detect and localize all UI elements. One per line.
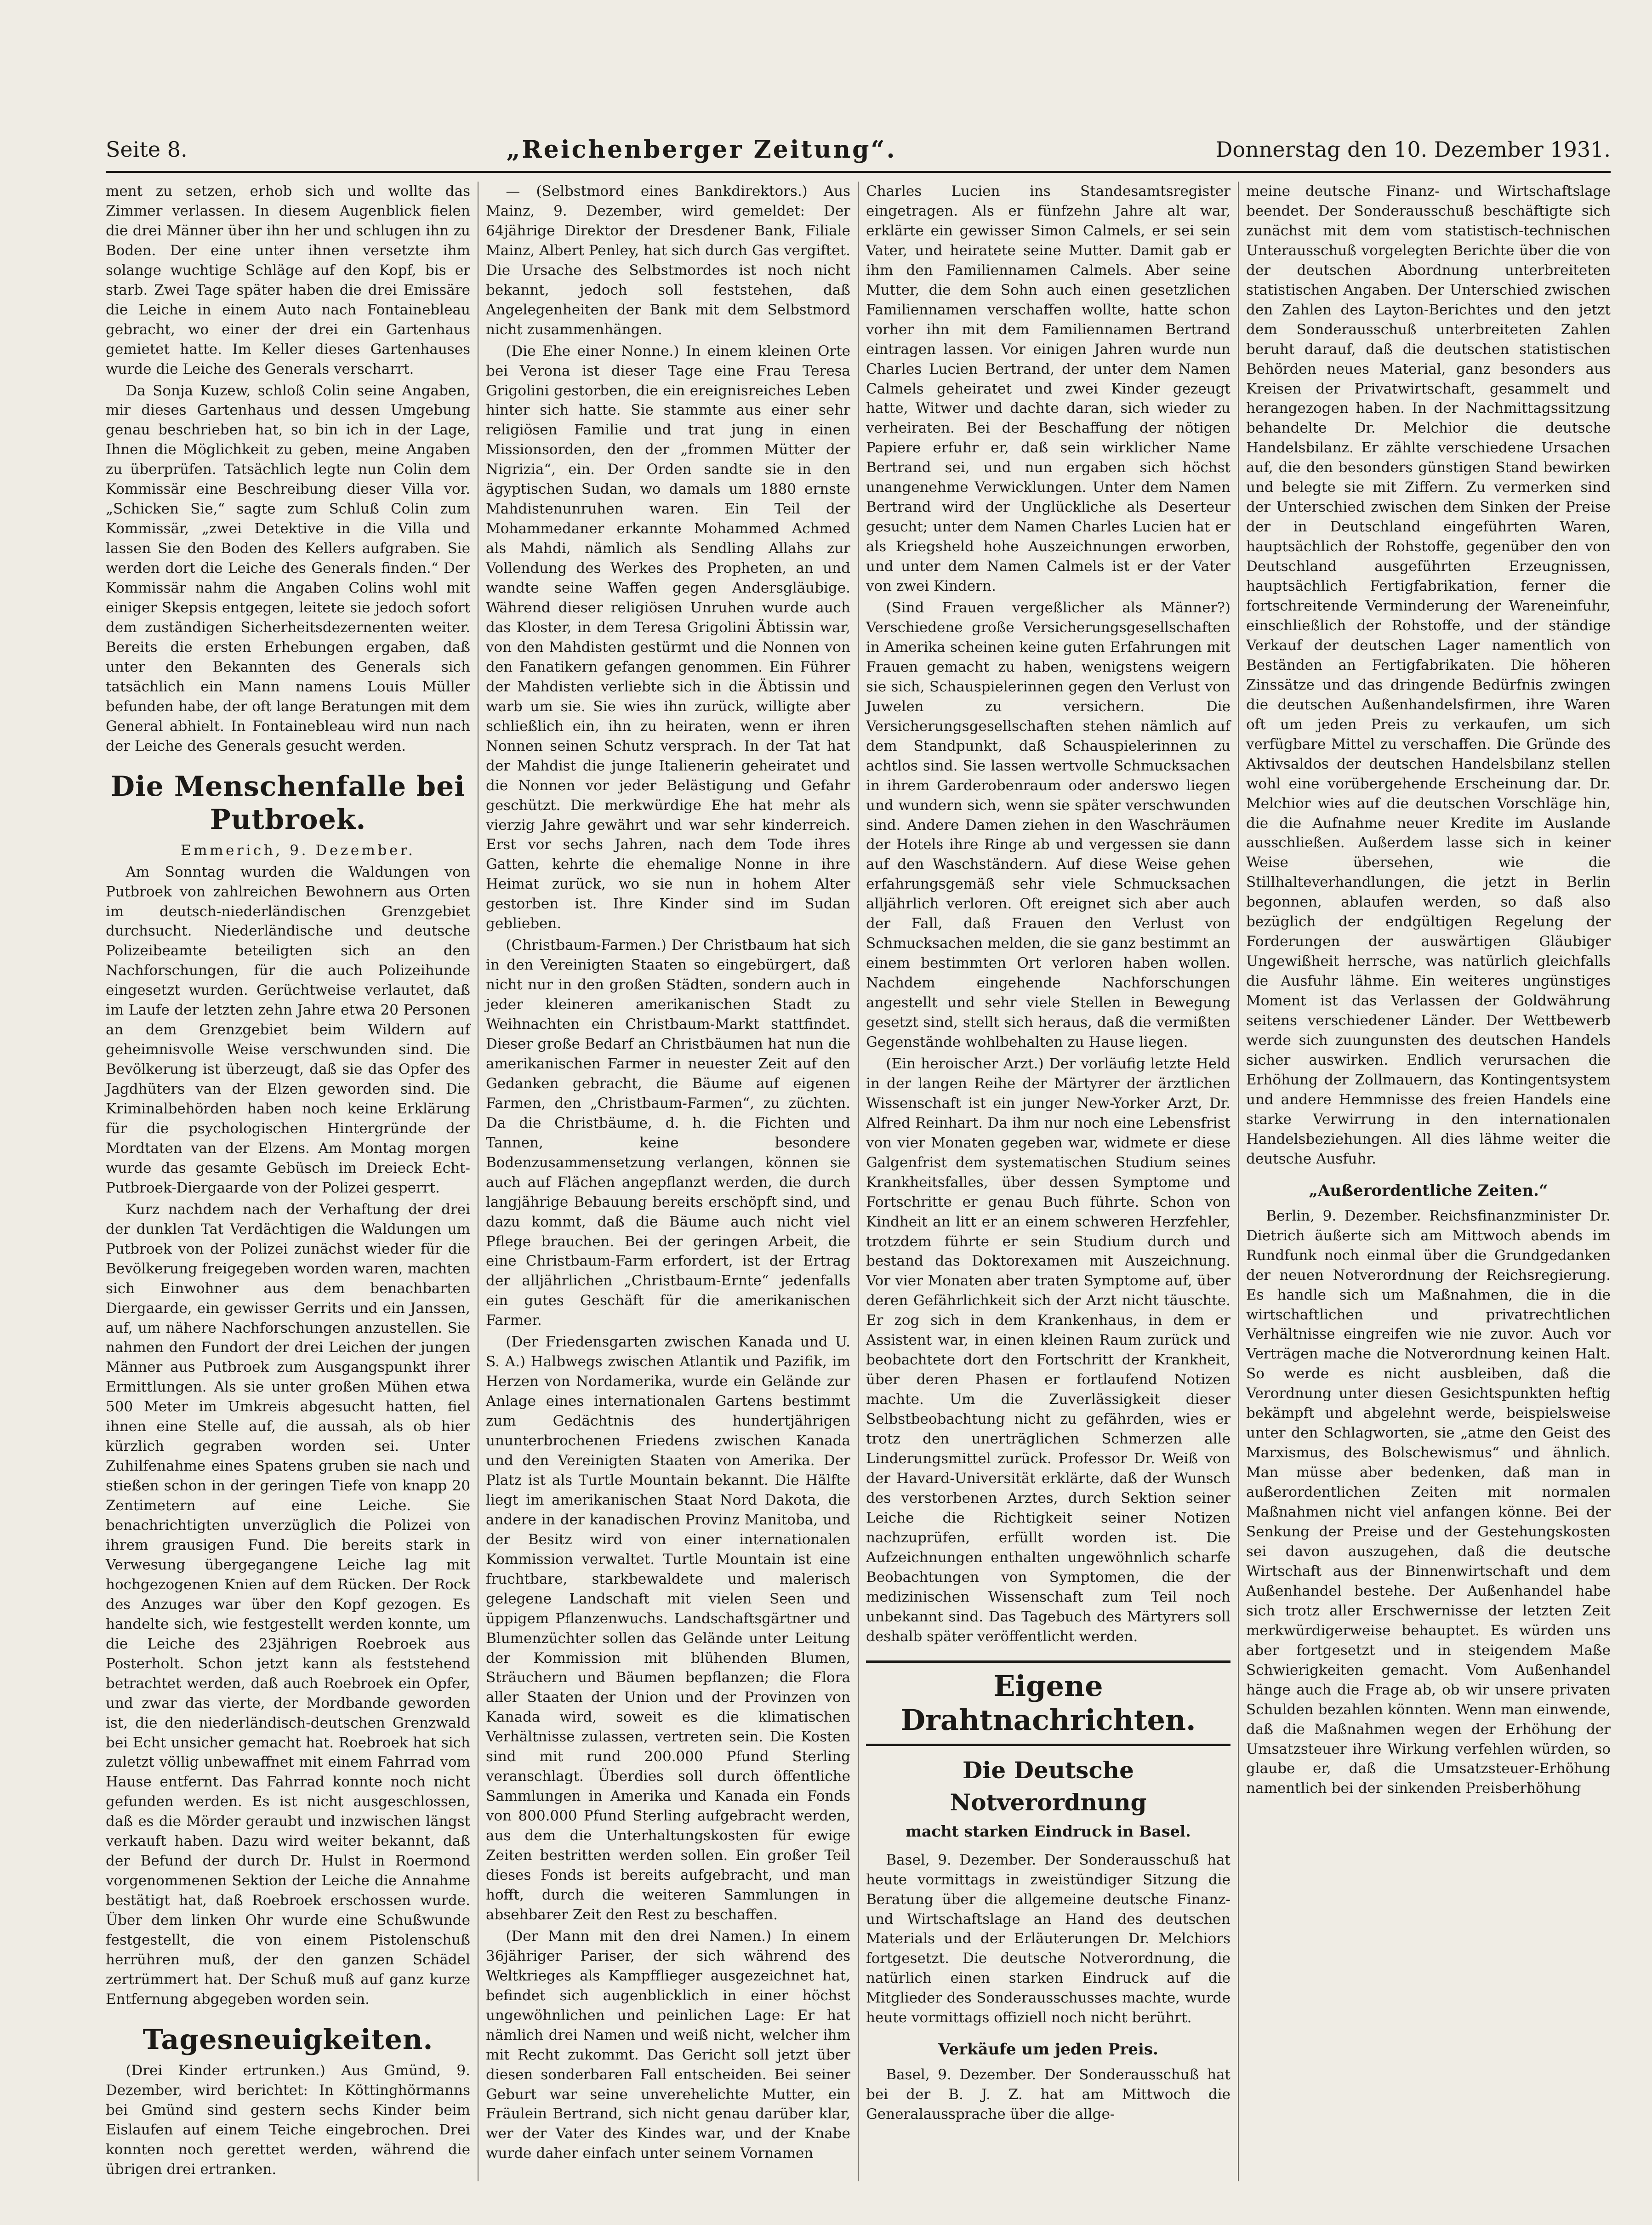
masthead: „Reichenberger Zeitung“. [506, 135, 897, 164]
header-rule [106, 171, 1611, 173]
column-3 [866, 182, 1230, 2181]
subheadline-basel: macht starken Eindruck in Basel. [906, 1822, 1191, 1840]
article-text: Charles Lucien ins Standesamtsregister eingetragen. Als er fünfzehn Jahre alt war, erklärte ein gewisser Simon Calmels, er sei sein Vater, und heiratete seine Mutter. Damit gab er ihm den Familiennamen Calmels. Aber seine Mutter, die dem Sohn auch einen gesetzlichen Familiennamen verschaffen wollte, hatte schon vorher ihn mit dem Familiennamen Bertrand eintragen lassen. Vor einigen Jahren wurde nun Charles Lucien Bertrand, der unter dem Namen Calmels geheiratet und zwei Kinder gezeugt hatte, Witwer und dachte daran, sich wieder zu verheiraten. Bei der Beschaffung der nötigen Papiere erfuhr er, daß sein wirklicher Name Bertrand sei, und nun ergaben sich höchst unangenehme Verwicklungen. Unter dem Namen Bertrand wird der Unglückliche als Deserteur gesucht; unter dem Namen Charles Lucien hat er als Kriegsheld hohe Auszeichnungen erworben, und unter dem Namen Calmels ist er der Vater von zwei Kindern. [866, 183, 1230, 595]
issue-date: Donnerstag den 10. Dezember 1931. [1215, 137, 1611, 162]
article-text: Berlin, 9. Dezember. Reichsfinanzminister Dr. Dietrich äußerte sich am Mittwoch abends im Rundfunk noch einmal über die Grundgedanken der neuen Notverordnung der Reichsregierung. Es handle sich um Maßnahmen, die in die wirtschaftlichen und privatrechtlichen Verhältnisse eingreifen wie nie zuvor. Auch vor Verträgen mache die Notverordnung keinen Halt. So werde es nicht ausbleiben, daß die Verordnung unter diesen Gesichtspunkten heftig bekämpft und abgelehnt werde, beispielsweise unter den Schlagworten, sie „atme den Geist des Marxismus, des Bolschewismus“ und ähnlich. Man müsse aber bedenken, daß man in außerordentlichen Zeiten mit normalen Maßnahmen nicht viel anfangen könne. Bei der Senkung der Preise und der Gestehungskosten sei davon auszugehen, daß die deutsche Wirtschaft aus der Binnenwirtschaft und dem Außenhandel bestehe. Der Außenhandel habe sich trotz aller Erschwernisse der letzten Zeit merkwürdigerweise behauptet. Es würden uns aber fortgesetzt und in steigendem Maße Schwierigkeiten gemacht. Vom Außenhandel hänge auch die Frage ab, ob wir unsere privaten Schulden bezahlen könnten. Wenn man einwende, daß die Maßnahmen wegen der Erhöhung der Umsatzsteuer ihre Wirkung verfehlen würden, so glaube er, daß die Umsatzsteuer-Erhöhung namentlich bei der sinkenden Preisberhöhung [1246, 1207, 1611, 1797]
article-text: (Drei Kinder ertrunken.) Aus Gmünd, 9. Dezember, wird berichtet: In Köttinghörmanns bei Gmünd sind gestern sechs Kinder beim Eislaufen auf einem Teiche eingebrochen. Drei konnten noch gerettet werden, während die übrigen drei ertranken. [106, 2062, 470, 2178]
article-text: (Der Friedensgarten zwischen Kanada und U. S. A.) Halbwegs zwischen Atlantik und Pazifik, im Herzen von Nordamerika, wurde ein Gelände zur Anlage eines internationalen Gartens bestimmt zum Gedächtnis des hundertjährigen ununterbrochenen Friedens zwischen Kanada und den Vereinigten Staaten von Amerika. Der Platz ist als Turtle Mountain bekannt. Die Hälfte liegt im amerikanischen Staat Nord Dakota, die andere in der kanadischen Provinz Manitoba, und der Besitz wird von einer internationalen Kommission verwaltet. Turtle Mountain ist eine fruchtbare, starkbewaldete und malerisch gelegene Landschaft mit vielen Seen und üppigem Pflanzenwuchs. Landschaftsgärtner und Blumenzüchter sollen das Gelände unter Leitung der Kommission mit blühenden Blumen, Sträuchern und Bäumen bepflanzen; die Flora aller Staaten der Union und der Provinzen von Kanada wird, soweit es die klimatischen Verhältnisse zulassen, vertreten sein. Die Kosten sind mit rund 200.000 Pfund Sterling veranschlagt. Überdies soll durch öffentliche Sammlungen in Amerika und Kanada ein Fonds von 800.000 Pfund Sterling aufgebracht werden, aus dem die Unterhaltungskosten für ewige Zeiten bestritten werden sollen. Ein großer Teil dieses Fonds ist bereits aufgebracht, und man hofft, durch die weiteren Sammlungen in absehbarer Zeit den Rest zu beschaffen. [486, 1334, 850, 1923]
page-number: Seite 8. [106, 137, 188, 162]
headline-menschenfalle: Die Menschenfalle bei Putbroek. [110, 770, 466, 836]
column-4 [1246, 182, 1611, 2181]
article-text: Da Sonja Kuzew, schloß Colin seine Angaben, mir dieses Gartenhaus und dessen Umgebung genau beschrieben hat, so bin ich in der Lage, Ihnen die Möglichkeit zu geben, meine Angaben zu überprüfen. Tatsächlich legte nun Colin dem Kommissär eine Beschreibung dieser Villa vor. „Schicken Sie,“ sagte zum Schluß Colin zum Kommissär, „zwei Detektive in die Villa und lassen Sie den Boden des Kellers aufgraben. Sie werden dort die Leiche des Generals finden.“ Der Kommissär nahm die Angaben Colins wohl mit einiger Skepsis entgegen, leitete sie jedoch sofort dem zuständigen Sicherheitsdezernenten weiter. Bereits die ersten Erhebungen ergaben, daß unter den Bekannten des Generals sich tatsächlich ein Mann namens Louis Müller befunden habe, der oft lange Beratungen mit dem General abhielt. In Fontainebleau wird nun nach der Leiche des Generals gesucht werden. [106, 382, 470, 754]
headline-ausserordentliche-zeiten: „Außerordentliche Zeiten.“ [1309, 1181, 1548, 1200]
article-text: (Ein heroischer Arzt.) Der vorläufig letzte Held in der langen Reihe der Märtyrer der ärztlichen Wissenschaft ist ein junger New-Yorker Arzt, Dr. Alfred Reinhart. Da ihm nur noch eine Lebensfrist von vier Monaten gegeben war, widmete er diese Galgenfrist dem systematischen Studium seines Krankheitsfalles, über dessen Symptome und Fortschritte er genau Buch führte. Schon von Kindheit an litt er an einem schweren Herzfehler, trotzdem führte er sein Studium durch und bestand das Doktorexamen mit Auszeichnung. Vor vier Monaten aber traten Symptome auf, über deren Gefährlichkeit sich der Arzt nicht täuschte. Er zog sich in dem Krankenhaus, in dem er Assistent war, in einen kleinen Raum zurück und beobachtete dort den Fortschritt der Krankheit, über deren Phasen er fortlaufend Notizen machte. Um die Zuverlässigkeit dieser Selbstbeobachtung nicht zu gefährden, wies er trotz den unerträglichen Schmerzen alle Linderungsmittel zurück. Professor Dr. Weiß von der Havard-Universität erklärte, daß der Wunsch des verstorbenen Arztes, durch Sektion seiner Leiche die Richtigkeit seiner Notizen nachzuprüfen, erfüllt worden ist. Die Aufzeichnungen enthalten ungewöhnlich scharfe Beobachtungen von Symptomen, die der medizinischen Wissenschaft zum Teil noch unbekannt sind. Das Tagebuch des Märtyrers soll deshalb später veröffentlicht werden. [866, 1055, 1230, 1645]
headline-notverordnung: Die Deutsche Notverordnung [950, 1757, 1147, 1816]
article-text: (Die Ehe einer Nonne.) In einem kleinen Orte bei Verona ist dieser Tage eine Frau Teresa Grigolini gestorben, die ein ereignisreiches Leben hinter sich hatte. Sie stammte aus einer sehr religiösen Familie und trat jung in einen Missionsorden, den der „frommen Mütter der Nigrizia“, ein. Der Orden sandte sie in den ägyptischen Sudan, wo damals um 1880 ernste Mahdistenunruhen waren. Ein Teil der Mohammedaner erkannte Mohammed Achmed als Mahdi, nämlich als Sendling Allahs zur Vollendung des Werkes des Propheten, an und wandte seine Waffen gegen Andersgläubige. Während dieser religiösen Unruhen wurde auch das Kloster, in dem Teresa Grigolini Äbtissin war, von den Mahdisten gestürmt und die Nonnen von den Fanatikern gefangen genommen. Ein Führer der Mahdisten verliebte sich in die Äbtissin und warb um sie. Sie wies ihn zurück, willigte aber schließlich ein, ihn zu heiraten, wenn er ihren Nonnen seinen Schutz versprach. In der Tat hat der Mahdist die junge Italienerin geheiratet und die Nonnen vor jeder Belästigung und Gefahr geschützt. Die merkwürdige Ehe hat mehr als vierzig Jahre gewährt und war sehr kinderreich. Erst vor sechs Jahren, nach dem Tode ihres Gatten, kehrte die ehemalige Nonne in ihre Heimat zurück, wo sie nun in hohem Alter gestorben ist. Ihre Kinder sind im Sudan geblieben. [486, 342, 850, 932]
column-1 [106, 182, 470, 2181]
article-text: Basel, 9. Dezember. Der Sonderausschuß hat bei der B. J. Z. hat am Mittwoch die Generalaussprache über die allge- [866, 2066, 1230, 2123]
article-text: (Sind Frauen vergeßlicher als Männer?) Verschiedene große Versicherungsgesellschaften in Amerika scheinen keine guten Erfahrungen mit Frauen gemacht zu haben, wenigstens weigern sie sich, Schauspielerinnen gegen den Verlust von Juwelen zu versichern. Die Versicherungsgesellschaften stehen nämlich auf dem Standpunkt, daß Schauspielerinnen zu achtlos sind. Sie lassen wertvolle Schmucksachen in ihrem Garderobenraum oder anderswo liegen und wundern sich, wenn sie später verschwunden sind. Andere Damen ziehen in den Waschräumen der Hotels ihre Ringe ab und vergessen sie dann auf den Waschständern. Auf diese Weise gehen erfahrungsgemäß sehr viele Schmucksachen alljährlich verloren. Oft ereignet sich aber auch der Fall, daß Frauen den Verlust von Schmucksachen melden, die sie ganz bestimmt an einem bestimmten Ort verloren haben wollen. Nachdem eingehende Nachforschungen angestellt und sehr viele Stellen in Bewegung gesetzt sind, stellt sich heraus, daß die vermißten Gegenstände wohlbehalten zu Hause liegen. [866, 599, 1230, 1050]
headline-verkaeufe: Verkäufe um jeden Preis. [938, 2040, 1158, 2059]
dateline: Emmerich, 9. Dezember. [180, 842, 416, 859]
article-text: meine deutsche Finanz- und Wirtschaftslage beendet. Der Sonderausschuß beschäftigte sich zunächst mit dem vom statistisch-technischen Unterausschuß vorgelegten Berichte über die von der deutschen Abordnung unterbreiteten statistischen Angaben. Der Unterschied zwischen den Zahlen des Layton-Berichtes und den jetzt dem Sonderausschuß unterbreiteten Zahlen beruht darauf, daß die deutschen statistischen Behörden neues Material, ganz besonders aus Kreisen der Privatwirtschaft, gesammelt und herangezogen haben. In der Nachmittagssitzung behandelte Dr. Melchior die deutsche Handelsbilanz. Er zählte verschiedene Ursachen auf, die den besonders günstigen Stand bewirken und belegte sie mit Ziffern. Zu vermerken sind der Unterschied zwischen dem Sinken der Preise der in Deutschland eingeführten Waren, hauptsächlich der Rohstoffe, gegenüber den von Deutschland ausgeführten Erzeugnissen, hauptsächlich Fertigfabrikation, ferner die fortschreitende Verminderung der Wareneinfuhr, einschließlich der Rohstoffe, und der ständige Verkauf der deutschen Lager namentlich von Beständen an Fertigfabrikaten. Die höheren Zinssätze und das dringende Bedürfnis zwingen die deutschen Außenhandelsfirmen, ihre Waren oft um jeden Preis zu verkaufen, um sich verfügbare Mittel zu verschaffen. Die Gründe des Aktivsaldos der deutschen Handelsbilanz stellen wohl eine vorübergehende Erscheinung dar. Dr. Melchior wies auf die deutschen Vorschläge hin, die die Aufnahme neuer Kredite im Auslande ausschließen. Außerdem lasse sich in keiner Weise übersehen, wie die Stillhalteverhandlungen, die jetzt in Berlin begonnen, ablaufen werden, so daß also bezüglich der endgültigen Regelung der Forderungen der auswärtigen Gläubiger Ungewißheit herrsche, was natürlich gleichfalls die Ausfuhr lähme. Ein weiteres ungünstiges Moment ist das Verlassen der Goldwährung seitens verschiedener Länder. Der Wettbewerb werde sich zuungunsten des deutschen Handels sicher auswirken. Endlich verursachen die Erhöhung der Zollmauern, das Kontingentsystem und andere Hemmnisse des freien Handels eine starke Verwirrung in den internationalen Handelsbeziehungen. All dies lähme weiter die deutsche Ausfuhr. [1246, 183, 1611, 1167]
section-header-drahtnachrichten: Eigene Drahtnachrichten. [866, 1660, 1230, 1746]
article-text: Basel, 9. Dezember. Der Sonderausschuß hat heute vormittags in zweistündiger Sitzung die Beratung über die allgemeine deutsche Finanz- und Wirtschaftslage an Hand des deutschen Materials und der Erläuterungen Dr. Melchiors fortgesetzt. Die deutsche Notverordnung, die natürlich einen starken Eindruck auf die Mitglieder des Sonderausschusses machte, wurde heute vormittags offiziell noch nicht berührt. [866, 1851, 1230, 2026]
columns [106, 182, 1611, 2178]
article-text: Am Sonntag wurden die Waldungen von Putbroek von zahlreichen Bewohnern aus Orten im deutsch-niederländischen Grenzgebiet durchsucht. Niederländische und deutsche Polizeibeamte beteiligten sich an den Nachforschungen, für die auch Polizeihunde eingesetzt wurden. Gerüchtweise verlautet, daß im Laufe der letzten zehn Jahre etwa 20 Personen an dem Grenzgebiet beim Wildern auf geheimnisvolle Weise verschwunden sind. Die Bevölkerung ist überzeugt, daß sie das Opfer des Jagdhüters van der Elzen geworden sind. Die Kriminalbehörden haben noch keine Erklärung für die psychologischen Hintergründe der Mordtaten van der Elzens. Am Montag morgen wurde das gesamte Gebüsch im Dreieck Echt-Putbroek-Diergaarde von der Polizei gesperrt. [106, 863, 470, 1196]
column-2 [486, 182, 850, 2181]
page-header [106, 131, 1611, 168]
article-text: Kurz nachdem nach der Verhaftung der drei der dunklen Tat Verdächtigen die Waldungen um Putbroek von der Polizei zunächst wieder für die Bevölkerung freigegeben worden waren, machten sich Einwohner aus dem benachbarten Diergaarde, ein gewisser Gerrits und ein Janssen, auf, um nähere Nachforschungen anzustellen. Sie nahmen den Fundort der drei Leichen der jungen Männer aus Putbroek zum Ausgangspunkt ihrer Ermittlungen. Als sie unter großen Mühen etwa 500 Meter im Umkreis abgesucht hatten, fiel ihnen eine Stelle auf, die aussah, als ob hier kürzlich gegraben worden sei. Unter Zuhilfenahme eines Spatens gruben sie nach und stießen schon in der geringen Tiefe von knapp 20 Zentimetern auf eine Leiche. Sie benachrichtigten unverzüglich die Polizei von ihrem grausigen Fund. Die bereits stark in Verwesung übergegangene Leiche lag mit hochgezogenen Knien auf dem Rücken. Der Rock des Anzuges war über den Kopf gezogen. Es handelte sich, wie festgestellt werden konnte, um die Leiche des 23jährigen Roebroek aus Posterholt. Schon jetzt kann als feststehend betrachtet werden, daß auch Roebroek ein Opfer, und zwar das vierte, der Mordbande geworden ist, die den niederländisch-deutschen Grenzwald bei Echt unsicher gemacht hat. Roebroek hat sich zuletzt völlig unbewaffnet mit einem Fahrrad vom Hause entfernt. Das Fahrrad konnte noch nicht gefunden werden. Es ist nicht ausgeschlossen, daß es die Mörder geraubt und inzwischen längst verkauft haben. Dazu wird weiter bekannt, daß der Befund der durch Dr. Hulst in Roermond vorgenommenen Sektion der Leiche die Annahme bestätigt hat, daß Roebroek erschossen wurde. Über dem linken Ohr wurde eine Schußwunde festgestellt, die von einem Pistolenschuß herrühren muß, der den ganzen Schädel zertrümmert hat. Der Schuß muß auf ganz kurze Entfernung abgegeben worden sein. [106, 1201, 470, 2008]
article-text: — (Selbstmord eines Bankdirektors.) Aus Mainz, 9. Dezember, wird gemeldet: Der 64jährige Direktor der Dresdener Bank, Filiale Mainz, Albert Penley, hat sich durch Gas vergiftet. Die Ursache des Selbstmordes ist noch nicht bekannt, jedoch soll feststehen, daß Angelegenheiten der Bank mit dem Selbstmord nicht zusammenhängen. [486, 183, 850, 338]
headline-tagesneuigkeiten: Tagesneuigkeiten. [142, 2023, 433, 2056]
article-text: (Christbaum-Farmen.) Der Christbaum hat sich in den Vereinigten Staaten so eingebürgert, daß nicht nur in den großen Städten, sondern auch in jeder kleineren amerikanischen Stadt zu Weihnachten ein Christbaum-Markt stattfindet. Dieser große Bedarf an Christbäumen hat nun die amerikanischen Farmer in neuester Zeit auf den Gedanken gebracht, die Bäume auf eigenen Farmen, den „Christbaum-Farmen“, zu züchten. Da die Christbäume, d. h. die Fichten und Tannen, keine besondere Bodenzusammensetzung verlangen, können sie auch auf Flächen angepflanzt werden, die durch langjährige Bebauung bereits erschöpft sind, und dazu kommt, daß die Bäume auch nicht viel Pflege brauchen. Bei der geringen Arbeit, die eine Christbaum-Farm erfordert, ist der Ertrag der alljährlichen „Christbaum-Ernte“ jedenfalls ein gutes Geschäft für die amerikanischen Farmer. [486, 937, 850, 1329]
article-text: (Der Mann mit den drei Namen.) In einem 36jähriger Pariser, der sich während des Weltkrieges als Kampfflieger ausgezeichnet hat, befindet sich augenblicklich in einer höchst ungewöhnlichen und peinlichen Lage: Er hat nämlich drei Namen und weiß nicht, welcher ihm mit Recht zukommt. Das Gericht soll jetzt über diesen sonderbaren Fall entscheiden. Bei seiner Geburt war seine unverehelichte Mutter, ein Fräulein Bertrand, sich nicht genau darüber klar, wer der Vater des Kindes war, und der Knabe wurde daher einfach unter seinem Vornamen [486, 1928, 850, 2162]
article-text: ment zu setzen, erhob sich und wollte das Zimmer verlassen. In diesem Augenblick fielen die drei Männer über ihn her und schlugen ihn zu Boden. Der eine unter ihnen versetzte ihm solange wuchtige Schläge auf den Kopf, bis er starb. Zwei Tage später haben die drei Emissäre die Leiche in einem Auto nach Fontainebleau gebracht, wo einer der drei ein Gartenhaus gemietet hatte. Im Keller dieses Gartenhauses wurde die Leiche des Generals verscharrt. [106, 183, 470, 377]
